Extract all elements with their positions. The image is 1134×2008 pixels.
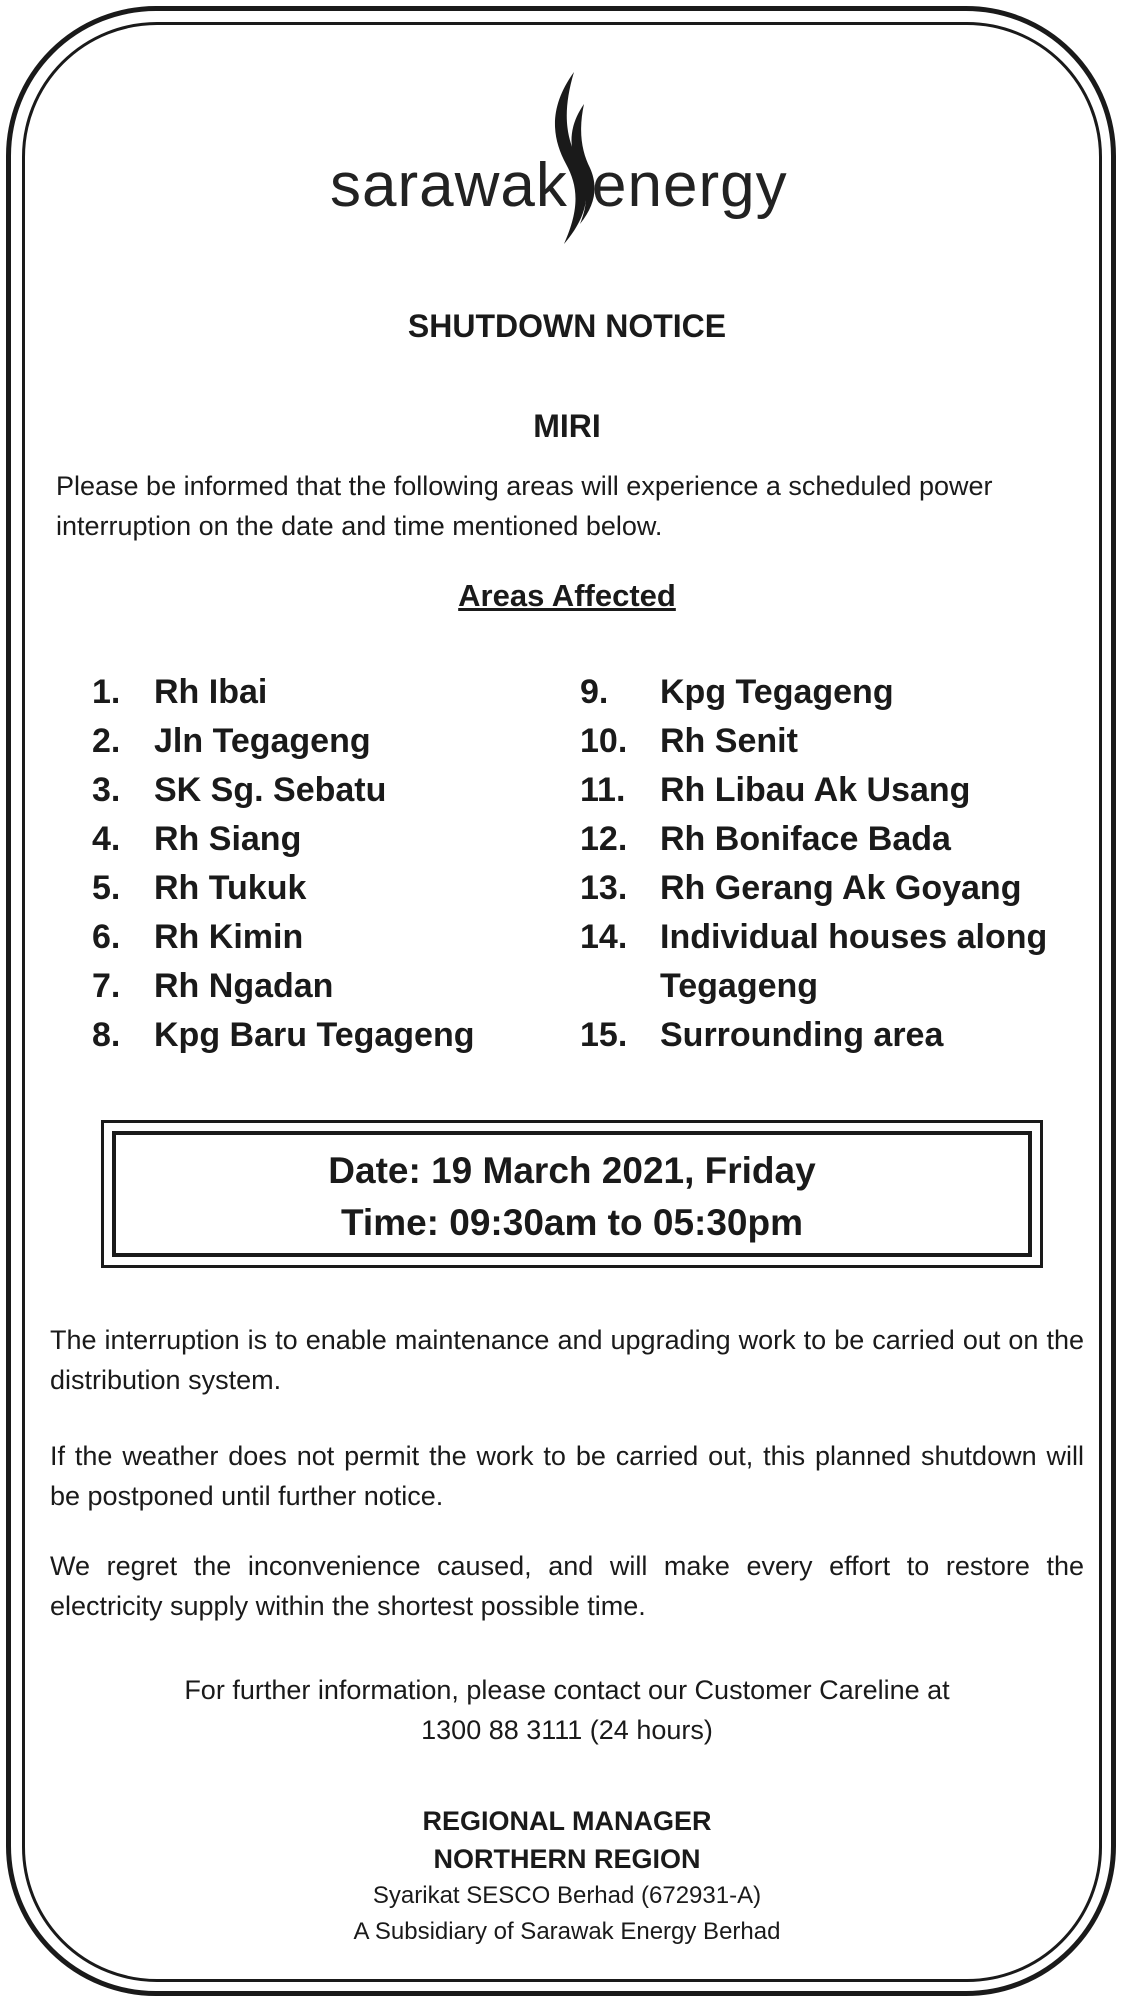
list-item bbox=[580, 864, 1100, 913]
sarawak-energy-logo bbox=[330, 68, 810, 258]
list-item bbox=[580, 815, 1100, 864]
list-item bbox=[580, 1011, 1100, 1060]
area-name: SK Sg. Sebatu bbox=[154, 771, 387, 809]
list-number: 13. bbox=[580, 869, 628, 907]
signature-block bbox=[0, 1802, 1134, 1950]
list-number: 3. bbox=[92, 771, 121, 809]
list-item bbox=[580, 913, 1100, 1011]
list-item bbox=[92, 766, 572, 815]
list-number: 1. bbox=[92, 673, 121, 711]
list-number: 6. bbox=[92, 918, 121, 956]
area-name: Rh Senit bbox=[660, 722, 798, 760]
list-number: 10. bbox=[580, 722, 628, 760]
list-number: 4. bbox=[92, 820, 121, 858]
list-item bbox=[580, 668, 1100, 717]
list-number: 7. bbox=[92, 967, 121, 1005]
subsidiary-line: A Subsidiary of Sarawak Energy Berhad bbox=[353, 1918, 781, 1945]
list-item bbox=[92, 717, 572, 766]
areas-list-left bbox=[92, 668, 572, 1060]
list-item bbox=[92, 962, 572, 1011]
schedule-box bbox=[101, 1120, 1043, 1268]
contact-line: For further information, please contact our Customer Careline at bbox=[184, 1675, 950, 1705]
areas-list-right bbox=[580, 668, 1100, 1060]
shutdown-time: Time: 09:30am to 05:30pm bbox=[340, 1202, 803, 1243]
area-name: Kpg Baru Tegageng bbox=[154, 1016, 475, 1054]
weather-paragraph: If the weather does not permit the work to be carried out, this planned shutdown will be postponed until further notice. bbox=[50, 1441, 1084, 1511]
careline-number: 1300 88 3111 (24 hours) bbox=[421, 1715, 713, 1745]
signatory-region: NORTHERN REGION bbox=[433, 1844, 701, 1874]
area-name: Rh Ibai bbox=[154, 673, 268, 711]
area-name: Individual houses along Tegageng bbox=[660, 918, 1048, 1005]
list-item bbox=[92, 815, 572, 864]
list-number: 8. bbox=[92, 1016, 121, 1054]
area-name: Rh Boniface Bada bbox=[660, 820, 951, 858]
reason-paragraph: The interruption is to enable maintenance and upgrading work to be carried out on the distribution system. bbox=[50, 1325, 1084, 1395]
list-number: 11. bbox=[580, 771, 626, 809]
area-name: Rh Siang bbox=[154, 820, 302, 858]
schedule-box-inner bbox=[112, 1131, 1032, 1257]
contact-info bbox=[0, 1670, 1134, 1750]
area-name: Rh Ngadan bbox=[154, 967, 334, 1005]
intro-paragraph: Please be informed that the following areas will experience a scheduled power interruption on the date and time mentioned below. bbox=[56, 471, 993, 541]
area-name: Surrounding area bbox=[660, 1016, 944, 1054]
areas-affected-heading: Areas Affected bbox=[458, 578, 676, 613]
regret-paragraph: We regret the inconvenience caused, and will make every effort to restore the electricity supply within the shortest possible time. bbox=[50, 1551, 1084, 1621]
area-name: Rh Libau Ak Usang bbox=[660, 771, 971, 809]
logo-word-sarawak: sarawak bbox=[330, 151, 568, 220]
list-item bbox=[92, 1011, 572, 1060]
list-item bbox=[92, 913, 572, 962]
list-item bbox=[580, 766, 1100, 815]
area-name: Kpg Tegageng bbox=[660, 673, 894, 711]
list-number: 2. bbox=[92, 722, 121, 760]
logo-word-energy: energy bbox=[592, 151, 788, 220]
list-item bbox=[580, 717, 1100, 766]
list-number: 12. bbox=[580, 820, 628, 858]
area-name: Jln Tegageng bbox=[154, 722, 371, 760]
signatory-title: REGIONAL MANAGER bbox=[422, 1806, 712, 1836]
area-name: Rh Tukuk bbox=[154, 869, 307, 907]
region-heading: MIRI bbox=[533, 408, 601, 444]
area-name: Rh Kimin bbox=[154, 918, 304, 956]
page-title: SHUTDOWN NOTICE bbox=[407, 308, 727, 344]
shutdown-date: Date: 19 March 2021, Friday bbox=[328, 1150, 816, 1191]
list-number: 9. bbox=[580, 673, 609, 711]
list-number: 5. bbox=[92, 869, 121, 907]
flame-icon bbox=[540, 68, 600, 248]
list-item bbox=[92, 668, 572, 717]
list-number: 15. bbox=[580, 1016, 628, 1054]
area-name: Rh Gerang Ak Goyang bbox=[660, 869, 1022, 907]
list-item bbox=[92, 864, 572, 913]
list-number: 14. bbox=[580, 918, 628, 956]
company-name: Syarikat SESCO Berhad (672931-A) bbox=[372, 1882, 762, 1909]
